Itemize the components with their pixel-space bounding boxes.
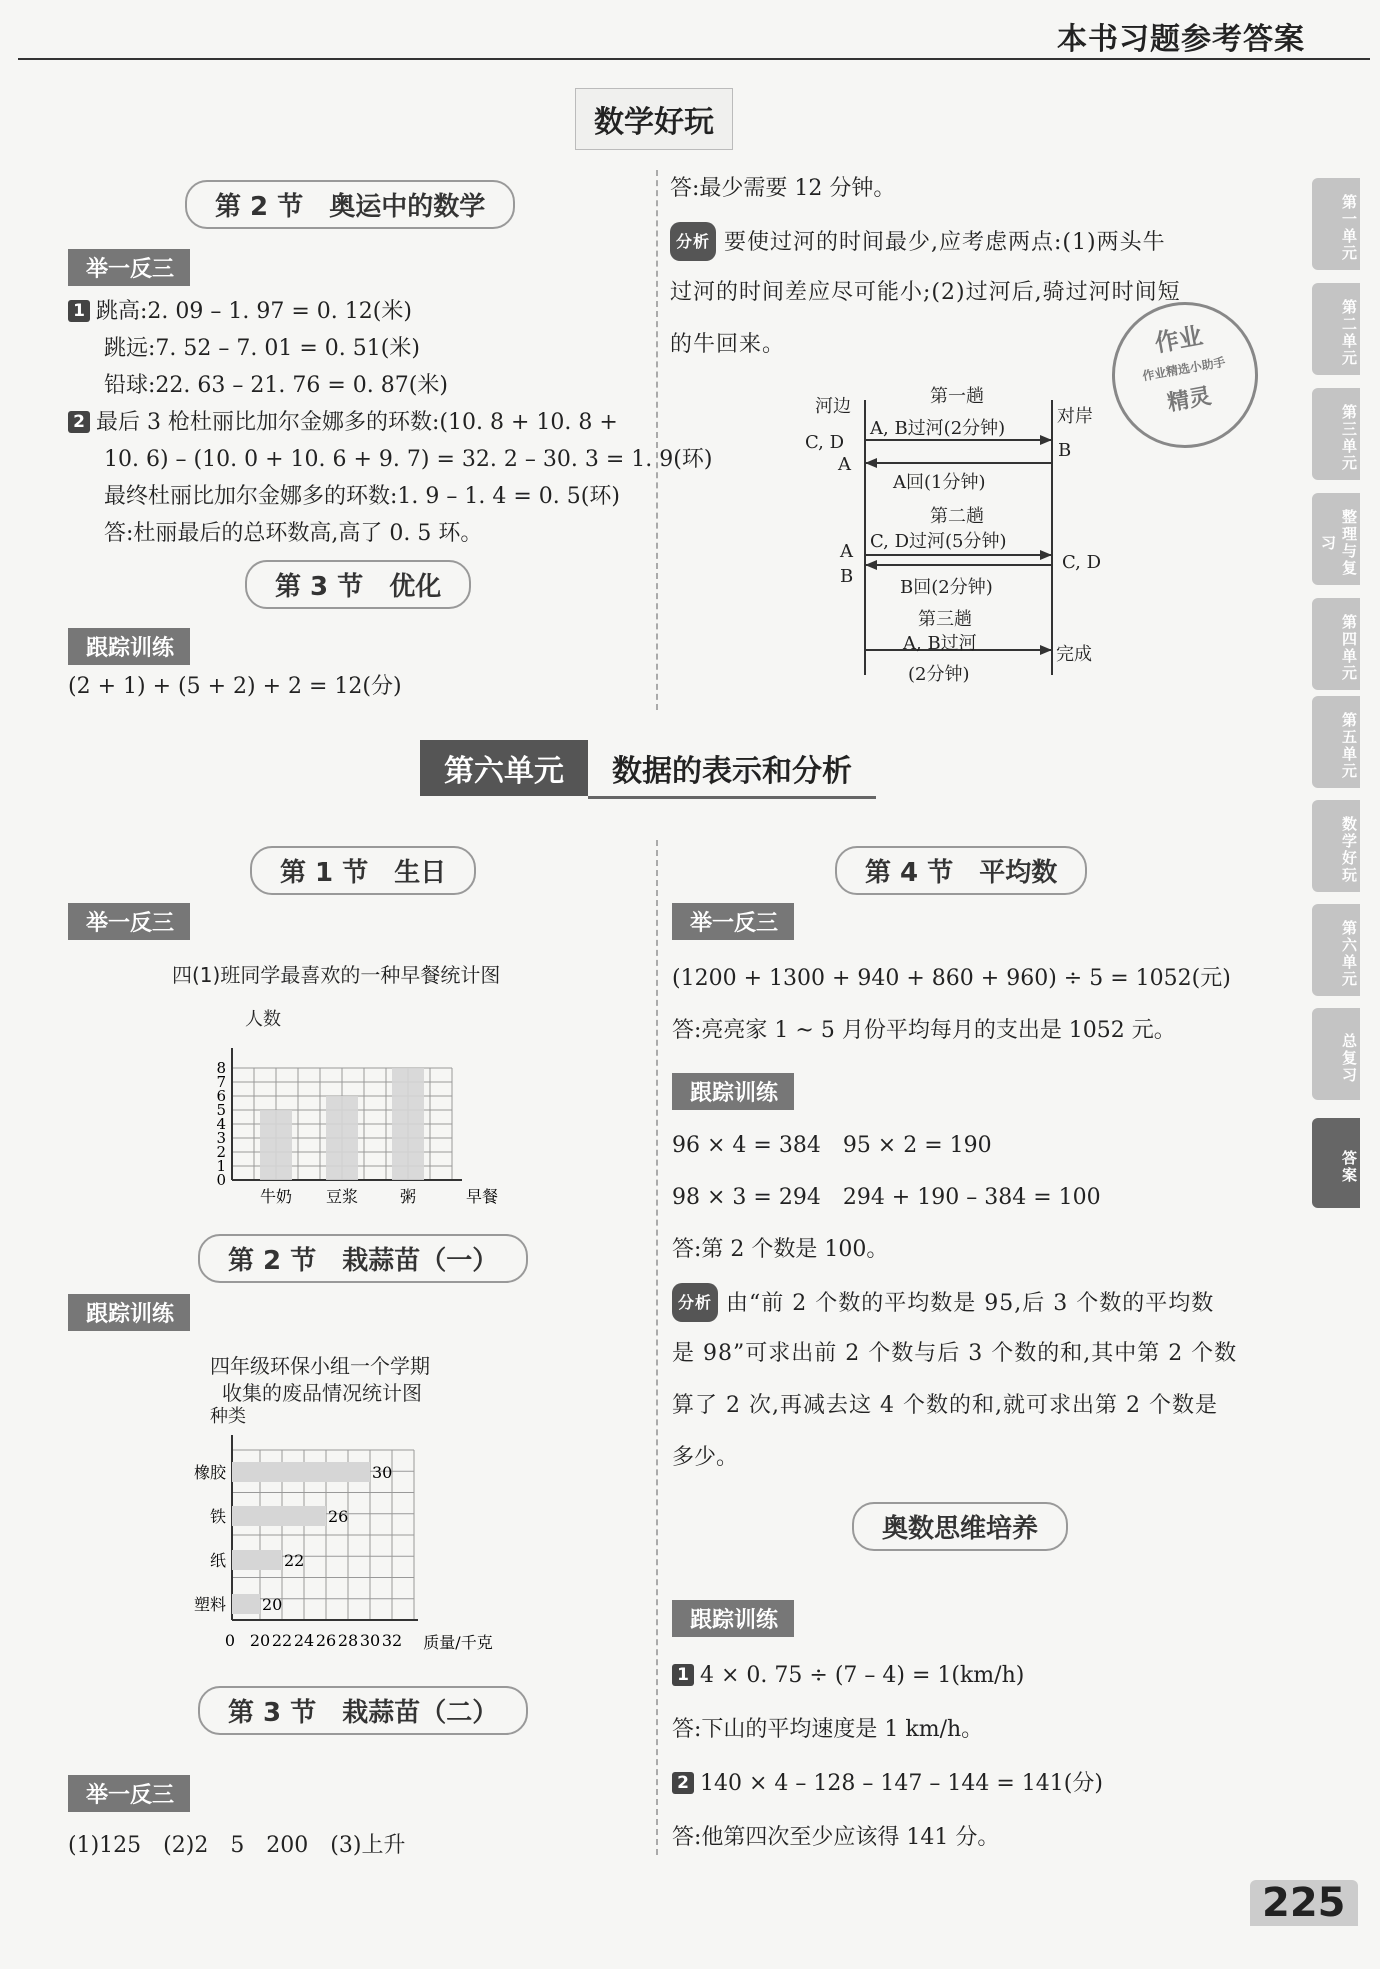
q1-line3: 铅球:22. 63 – 21. 76 = 0. 87(米) (104, 373, 448, 398)
u6-sec2-tag: 跟踪训练 (68, 1294, 190, 1331)
fun-math-title: 数学好玩 (575, 88, 733, 150)
x-tick-label: 豆浆 (325, 1187, 359, 1206)
trip3-time-label: (2分钟) (908, 664, 970, 685)
x-tick-label: 26 (315, 1631, 337, 1650)
analysis-line2: 过河的时间差应尽可能小;(2)过河后,骑过河时间短 (670, 280, 1181, 305)
x-tick-label: 20 (249, 1631, 271, 1650)
analysis-badge: 分析 (672, 1283, 718, 1322)
header-rule (18, 58, 1370, 60)
u6-sec4-c1: 分析 由“前 2 个数的平均数是 95,后 3 个数的平均数 (672, 1283, 1214, 1322)
unit6-banner (420, 740, 876, 799)
header-title: 本书习题参考答案 (1057, 22, 1305, 57)
trip3-go-label: A, B过河 (903, 633, 977, 654)
u6-sec4-tag2: 跟踪训练 (672, 1073, 794, 1110)
u6-sec4-a2: 答:亮亮家 1 ~ 5 月份平均每月的支出是 1052 元。 (672, 1018, 1176, 1043)
u6-sec4-b3: 答:第 2 个数是 100。 (672, 1237, 889, 1262)
olympiad-tag: 跟踪训练 (672, 1600, 794, 1637)
u6-sec4-tag1: 举一反三 (672, 903, 794, 940)
tag-practice: 举一反三 (68, 249, 190, 286)
x-tick-label: 22 (271, 1631, 293, 1650)
y-tick-label: 2 (216, 1143, 226, 1161)
x-tick-label: 粥 (399, 1187, 417, 1206)
side-tab-10[interactable]: 答案 (1312, 1118, 1360, 1208)
tag-follow: 跟踪训练 (68, 628, 190, 665)
bar-3 (232, 1550, 282, 1570)
bar-2 (326, 1096, 358, 1180)
chart2-title-line1: 四年级环保小组一个学期 (210, 1354, 430, 1378)
olympiad-q2: 2 140 × 4 – 128 – 147 – 144 = 141(分) (672, 1765, 1103, 1802)
side-tab-5[interactable]: 第四单元 (1312, 598, 1360, 690)
u6-sec3-title: 第 3 节 栽蒜苗（二） (198, 1686, 528, 1735)
trip1-back-label: A回(1分钟) (893, 472, 986, 493)
arrowhead (1040, 435, 1052, 445)
u6-sec4-c2: 是 98”可求出前 2 个数与后 3 个数的和,其中第 2 个数 (672, 1341, 1238, 1366)
y-tick-label: 塑料 (193, 1595, 226, 1614)
side-tab-4[interactable]: 整理与复习 (1312, 493, 1360, 585)
chart1-title: 四(1)班同学最喜欢的一种早餐统计图 (172, 963, 501, 987)
bar-value-label: 22 (284, 1551, 305, 1570)
bar-1 (260, 1110, 292, 1180)
diagram-left-label: 河边 (815, 396, 851, 417)
q1-line2: 跳远:7. 52 – 7. 01 = 0. 51(米) (104, 336, 420, 361)
x-tick-label: 28 (337, 1631, 359, 1650)
q2-line4: 答:杜丽最后的总环数高,高了 0. 5 环。 (104, 521, 483, 546)
side-tab-8[interactable]: 第六单元 (1312, 904, 1360, 996)
unit6-subtitle: 数据的表示和分析 (588, 740, 876, 799)
x-tick-label: 0 (224, 1631, 236, 1650)
bar-value-label: 20 (262, 1595, 283, 1614)
analysis-line3: 的牛回来。 (670, 332, 786, 357)
side-tab-2[interactable]: 第二单元 (1312, 283, 1360, 375)
olympiad-title: 奥数思维培养 (852, 1502, 1068, 1551)
right-cd: C, D (1062, 552, 1102, 573)
u6-sec4-title: 第 4 节 平均数 (835, 846, 1087, 895)
bar-1 (232, 1462, 370, 1482)
y-tick-label: 橡胶 (193, 1463, 226, 1482)
side-tab-1[interactable]: 第一单元 (1312, 178, 1360, 270)
right-b: B (1058, 440, 1072, 461)
x-axis-label: 质量/千克 (423, 1633, 493, 1652)
left-cd: C, D (805, 432, 845, 453)
olympiad-q1: 1 4 × 0. 75 ÷ (7 – 4) = 1(km/h) (672, 1657, 1024, 1694)
y-tick-label: 7 (216, 1073, 226, 1091)
y-tick-label: 纸 (209, 1551, 226, 1570)
analysis-line1: 分析 要使过河的时间最少,应考虑两点:(1)两头牛 (670, 222, 1166, 261)
column-divider (656, 170, 658, 710)
y-tick-label: 5 (216, 1101, 226, 1119)
sec3-answer: (2 + 1) + (5 + 2) + 2 = 12(分) (68, 674, 402, 699)
trip2-label: 第二趟 (930, 506, 984, 527)
olympiad-q2-answer: 答:他第四次至少应该得 141 分。 (672, 1825, 1000, 1850)
section3-title: 第 3 节 优化 (245, 560, 471, 609)
number-1-icon: 1 (68, 300, 90, 322)
trip2-back-label: B回(2分钟) (900, 577, 993, 598)
chart2-ylabel: 种类 (210, 1406, 246, 1427)
trip1-go-label: A, B过河(2分钟) (870, 418, 1006, 439)
arrowhead (1040, 550, 1052, 560)
u6-sec1-tag: 举一反三 (68, 903, 190, 940)
y-tick-label: 1 (216, 1157, 226, 1175)
number-2-icon: 2 (68, 411, 90, 433)
y-tick-label: 铁 (209, 1507, 226, 1526)
x-tick-label: 30 (359, 1631, 381, 1650)
arrowhead (865, 560, 877, 570)
x-tick-label: 32 (381, 1631, 403, 1650)
number-1-icon: 1 (672, 1664, 694, 1686)
x-tick-label: 24 (293, 1631, 315, 1650)
q2-line2: 10. 6) – (10. 0 + 10. 6 + 9. 7) = 32. 2 – 30. 3 = 1. 9(环) (104, 447, 713, 472)
u6-sec3-answer: (1)125 (2)2 5 200 (3)上升 (68, 1833, 406, 1858)
u6-sec4-a1: (1200 + 1300 + 940 + 860 + 960) ÷ 5 = 1052(元) (672, 966, 1231, 991)
bar-4 (232, 1594, 260, 1614)
y-tick-label: 4 (216, 1115, 226, 1133)
arrowhead (1040, 645, 1052, 655)
waste-bar-chart (180, 1420, 540, 1660)
u6-sec2-title: 第 2 节 栽蒜苗（一） (198, 1234, 528, 1283)
section2-title: 第 2 节 奥运中的数学 (185, 180, 515, 229)
y-tick-label: 8 (216, 1059, 226, 1077)
bar-value-label: 30 (372, 1463, 393, 1482)
u6-sec4-c4: 多少。 (672, 1445, 739, 1470)
y-tick-label: 0 (216, 1171, 226, 1189)
left-b: B (840, 566, 854, 587)
q2-line1: 2 最后 3 枪杜丽比加尔金娜多的环数:(10. 8 + 10. 8 + (68, 404, 618, 441)
y-tick-label: 3 (216, 1129, 226, 1147)
bar-3 (392, 1068, 424, 1180)
trip3-label: 第三趟 (918, 609, 972, 630)
u6-sec4-b1: 96 × 4 = 384 95 × 2 = 190 (672, 1133, 992, 1158)
q2-line3: 最终杜丽比加尔金娜多的环数:1. 9 – 1. 4 = 0. 5(环) (104, 484, 620, 509)
side-tab-7[interactable]: 数学好玩 (1312, 800, 1360, 892)
x-axis-label: 早餐 (465, 1187, 499, 1206)
chart1-ylabel: 人数 (245, 1009, 281, 1030)
analysis-badge: 分析 (670, 222, 716, 261)
right-answer: 答:最少需要 12 分钟。 (670, 176, 896, 201)
u6-sec4-c3: 算了 2 次,再减去这 4 个数的和,就可求出第 2 个数是 (672, 1393, 1218, 1418)
side-tab-9[interactable]: 总复习 (1312, 1008, 1360, 1100)
side-tab-3[interactable]: 第三单元 (1312, 388, 1360, 480)
q1-line1: 1 跳高:2. 09 – 1. 97 = 0. 12(米) (68, 293, 412, 330)
u6-sec3-tag: 举一反三 (68, 1775, 190, 1812)
x-tick-label: 牛奶 (259, 1187, 293, 1206)
trip1-label: 第一趟 (930, 386, 984, 407)
olympiad-q1-answer: 答:下山的平均速度是 1 km/h。 (672, 1717, 984, 1742)
watermark-stamp: 作业 作业精选小助手 精灵 (1100, 290, 1269, 459)
page-number: 225 (1250, 1880, 1358, 1926)
left-a2: A (840, 541, 853, 562)
bar-2 (232, 1506, 326, 1526)
left-a: A (838, 454, 851, 475)
y-tick-label: 6 (216, 1087, 226, 1105)
side-tab-6[interactable]: 第五单元 (1312, 696, 1360, 788)
done-label: 完成 (1056, 644, 1092, 665)
number-2-icon: 2 (672, 1772, 694, 1794)
chart2-title-line2: 收集的废品情况统计图 (222, 1381, 422, 1405)
u6-sec1-title: 第 1 节 生日 (250, 846, 476, 895)
bar-value-label: 26 (328, 1507, 349, 1526)
unit6-label: 第六单元 (420, 740, 588, 796)
column-divider (656, 840, 658, 1855)
u6-sec4-b2: 98 × 3 = 294 294 + 190 – 384 = 100 (672, 1185, 1101, 1210)
trip2-go-label: C, D过河(5分钟) (870, 531, 1007, 552)
diagram-right-label: 对岸 (1057, 406, 1093, 427)
arrowhead (865, 458, 877, 468)
breakfast-bar-chart (200, 1000, 530, 1220)
